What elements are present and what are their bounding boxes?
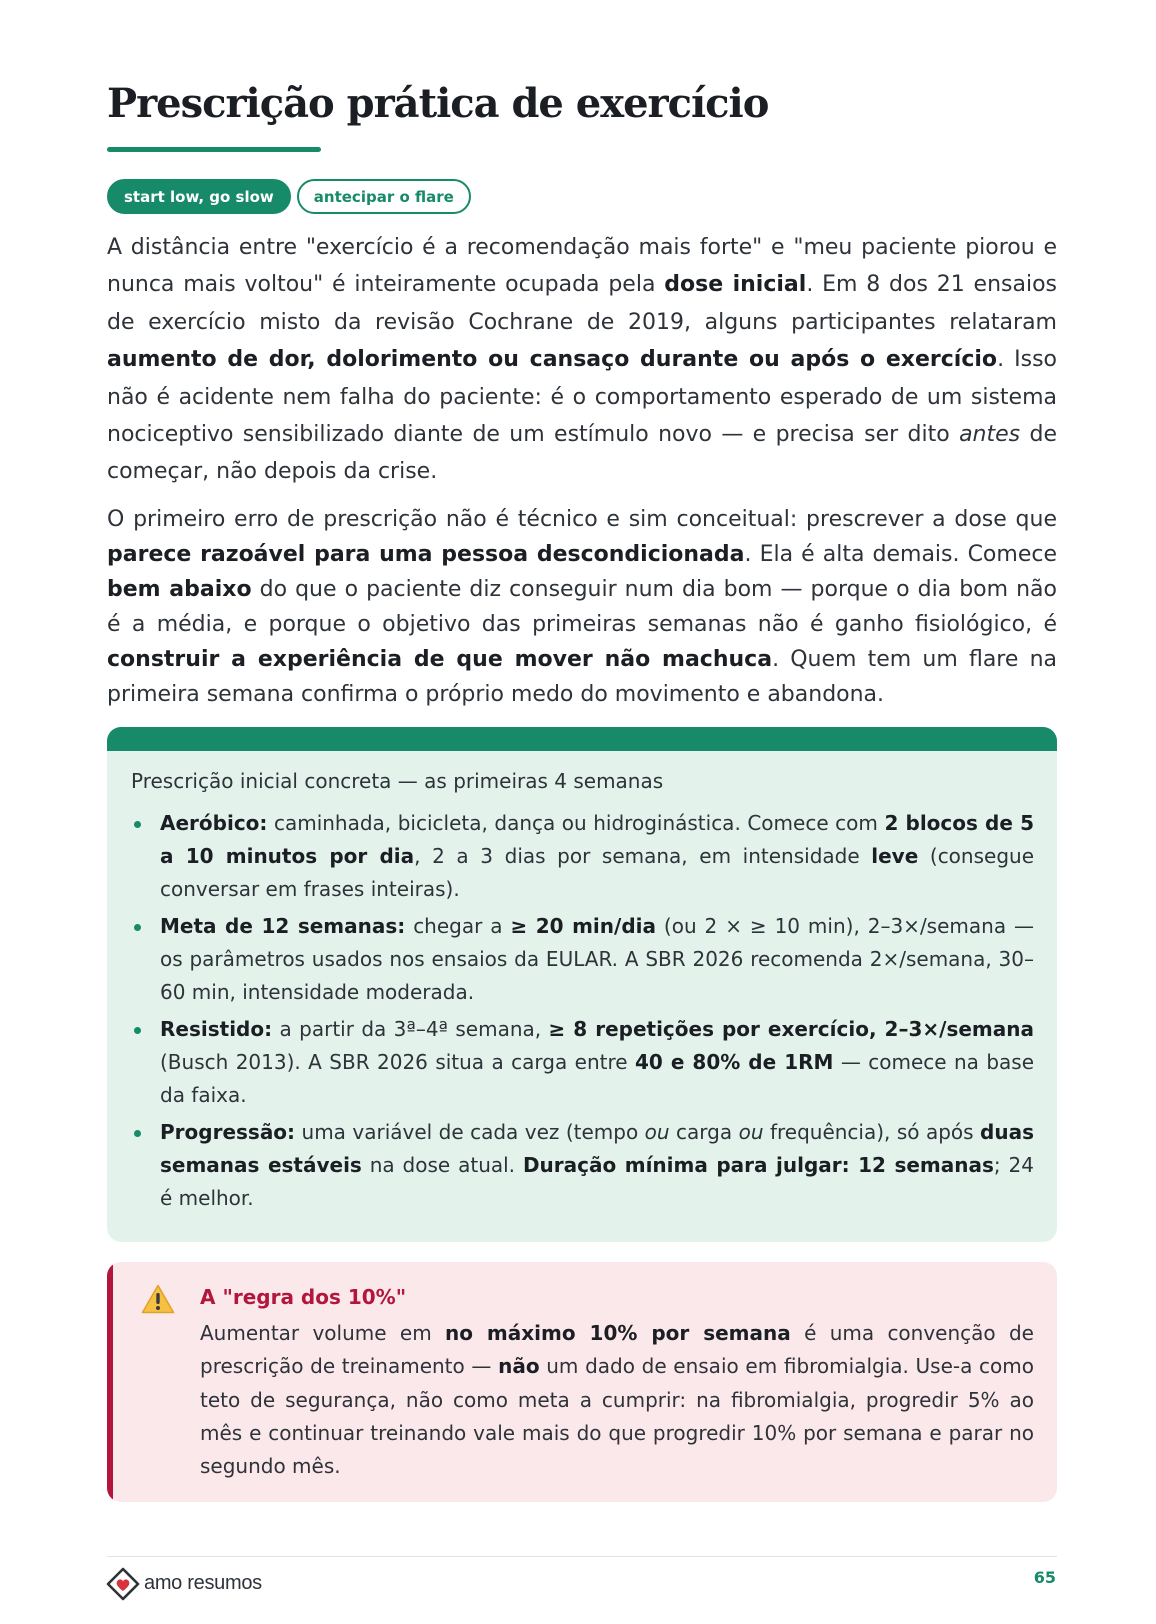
box-header-band: [107, 727, 1057, 751]
prescription-box-title: Prescrição inicial concreta — as primeiras 4 semanas: [131, 769, 664, 793]
title-underline: [107, 147, 321, 152]
bold-text: parece razoável para uma pessoa descondicionada: [107, 542, 745, 567]
bullet-icon: [134, 924, 141, 931]
bullet-icon: [134, 1130, 141, 1137]
tag-start-low: start low, go slow: [107, 179, 291, 214]
footer-divider: [107, 1556, 1057, 1557]
bold-text: construir a experiência de que mover não machuca: [107, 647, 773, 672]
bold-text: bem abaixo: [107, 577, 252, 602]
paragraph-dose-inicial: A distância entre "exercício é a recomendação mais forte" e "meu paciente piorou e nunca mais voltou" é inteiramente ocupada pela dose inicial. Em 8 dos 21 ensaios de exercício misto da revisão Cochrane de 2019, alguns participantes relataram aumento de dor, dolorimento ou cansaço durante ou após o exercício. Isso não é acidente nem falha do paciente: é o comportamento esperado de um sistema nociceptivo sensibilizado diante de um estímulo novo — e precisa ser dito antes de começar, não depois da crise.: [107, 235, 1058, 485]
bold-text: dose inicial: [664, 272, 807, 298]
page-title: Prescrição prática de exercício: [107, 80, 769, 127]
list-item: Resistido: a partir da 3ª–4ª semana, ≥ 8 repetições por exercício, 2–3×/semana (Busch 2013). A SBR 2026 situa a carga entre 40 e 80% de 1RM — comece na base da faixa.: [131, 1013, 1034, 1112]
list-item: Aeróbico: caminhada, bicicleta, dança ou hidroginástica. Comece com 2 blocos de 5 a 10 minutos por dia, 2 a 3 dias por semana, em intensidade leve (consegue conversar em frases inteiras).: [131, 807, 1034, 906]
tag-antecipar-flare: antecipar o flare: [297, 179, 471, 214]
italic-text: antes: [959, 422, 1021, 448]
list-item: Meta de 12 semanas: chegar a ≥ 20 min/dia (ou 2 × ≥ 10 min), 2–3×/semana — os parâmetros usados nos ensaios da EULAR. A SBR 2026 recomenda 2×/semana, 30–60 min, intensidade moderada.: [131, 910, 1034, 1009]
prescription-list: [131, 807, 1034, 1219]
tag-list: [107, 179, 471, 214]
warning-title: A "regra dos 10%": [200, 1285, 407, 1309]
bullet-icon: [134, 821, 141, 828]
paragraph-primeiro-erro: O primeiro erro de prescrição não é técnico e sim conceitual: prescrever a dose que parece razoável para uma pessoa descondicionada. Ela é alta demais. Comece bem abaixo do que o paciente diz conseguir num dia bom — porque o dia bom não é a média, e porque o objetivo das primeiras semanas não é ganho fisiológico, é construir a experiência de que mover não machuca. Quem tem um flare na primeira semana confirma o próprio medo do movimento e abandona.: [107, 507, 1057, 707]
brand-name: amo resumos: [144, 1572, 262, 1594]
bullet-icon: [134, 1027, 141, 1034]
logo-icon: [105, 1566, 141, 1602]
warning-box: [107, 1262, 1057, 1502]
warning-text: Aumentar volume em no máximo 10% por semana é uma convenção de prescrição de treinamento — não um dado de ensaio em fibromialgia. Use-a como teto de segurança, não como meta a cumprir: na fibromialgia, progredir 5% ao mês e continuar treinando vale mais do que progredir 10% por semana e parar no segundo mês.: [200, 1321, 1034, 1479]
list-item: Progressão: uma variável de cada vez (tempo ou carga ou frequência), só após duas semanas estáveis na dose atual. Duração mínima para julgar: 12 semanas; 24 é melhor.: [131, 1116, 1034, 1215]
warning-icon: [141, 1284, 175, 1314]
prescription-box: [107, 727, 1057, 1242]
page-number: 65: [1033, 1568, 1056, 1587]
bold-text: aumento de dor, dolorimento ou cansaço durante ou após o exercício: [107, 347, 998, 373]
warning-accent-bar: [107, 1262, 113, 1502]
